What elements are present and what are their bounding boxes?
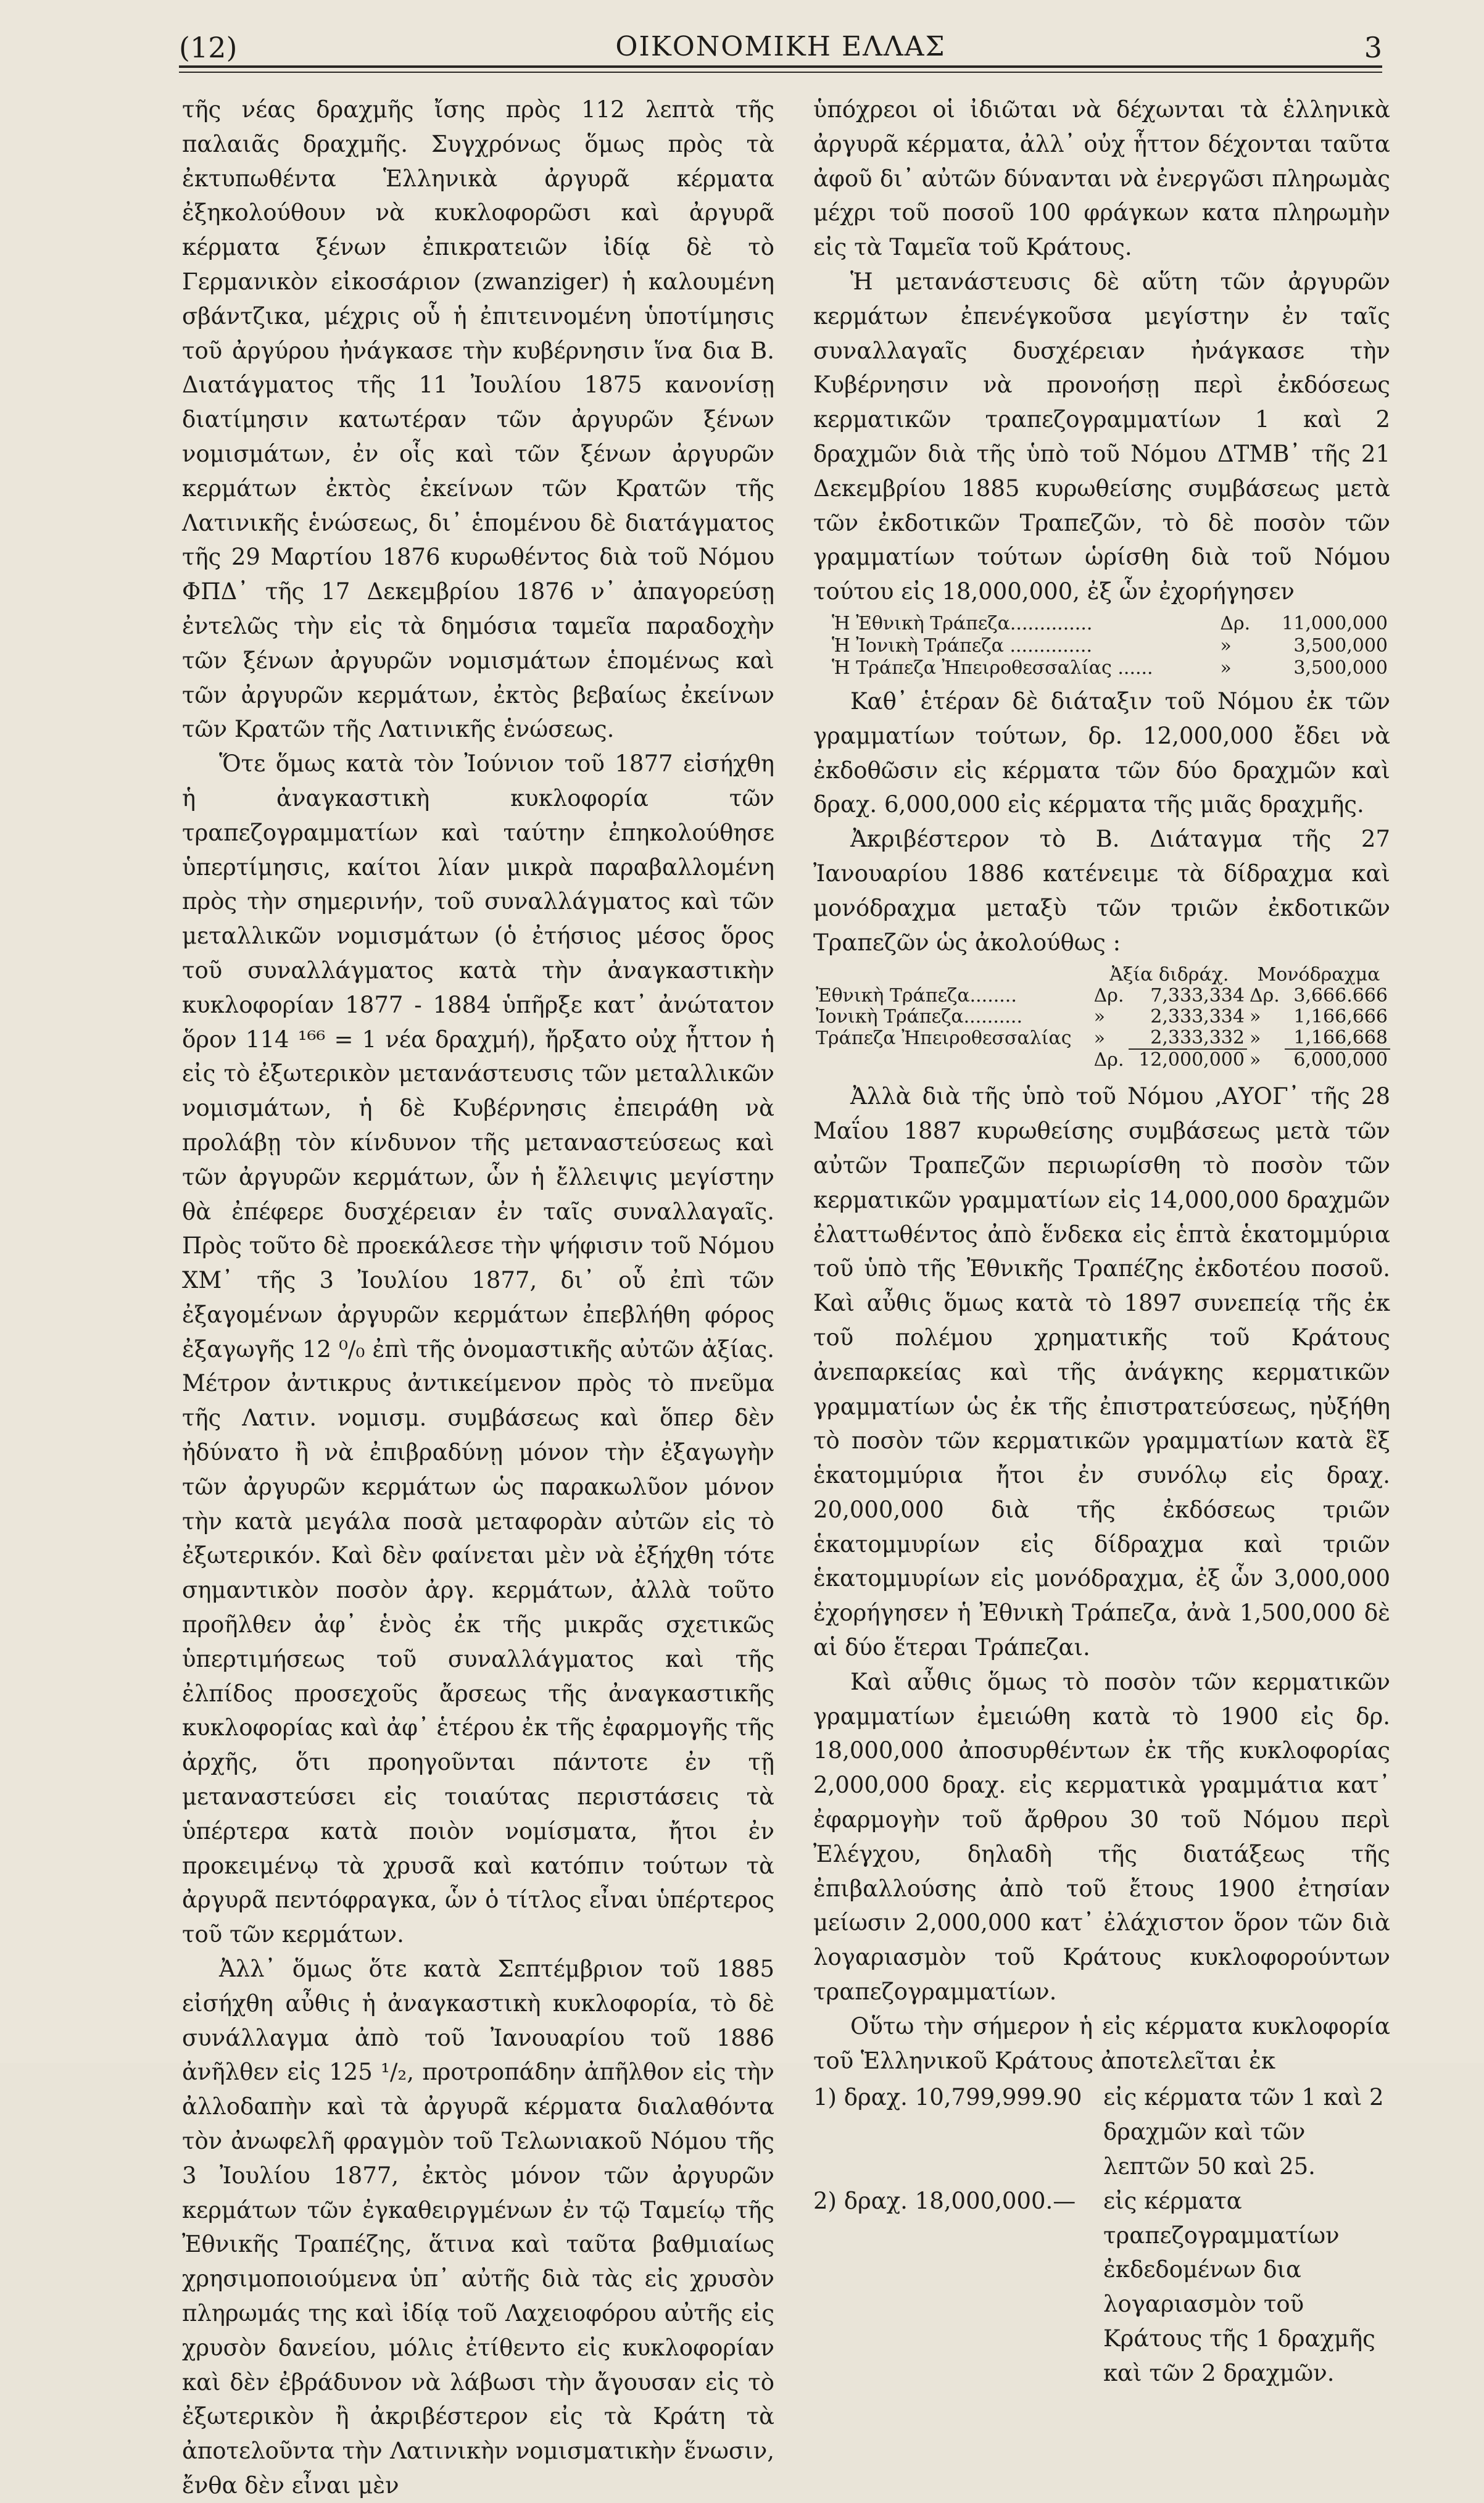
currency: » xyxy=(1249,1048,1261,1071)
monodrachma-total: 6,000,000 xyxy=(1293,1049,1388,1071)
didrachma-value: 2,333,334 xyxy=(1150,1006,1245,1028)
coin-split-table xyxy=(813,965,1390,1071)
table-row xyxy=(813,1027,1390,1049)
paragraph: ὑπόχρεοι οἱ ἰδιῶται νὰ δέχωνται τὰ ἑλληνικὰ ἀργυρᾶ κέρματα, ἀλλ᾽ οὐχ ἧττον δέχονται ταῦτα ἀφοῦ δι᾽ αὐτῶν δύνανται νὰ ἐνεργῶσι πληρωμὰς μέχρι τοῦ ποσοῦ 100 φράγκων κατα πληρωμὴν εἰς τὰ Ταμεῖα τοῦ Κράτους. xyxy=(813,96,1390,261)
didrachma-value: 2,333,332 xyxy=(1129,1027,1247,1049)
paragraph: Ἡ μετανάστευσις δὲ αὕτη τῶν ἀργυρῶν κερμάτων ἐπενέγκοῦσα μεγίστην ἐν ταῖς συναλλαγαῖς δυσχέρειαν ἠνάγκασε τὴν Κυβέρνησιν νὰ προνοήσῃ περὶ ἐκδόσεως κερματικῶν τραπεζογραμματίων 1 καὶ 2 δραχμῶν διὰ τῆς ὑπὸ τοῦ Νόμου ΔΤΜΒ᾽ τῆς 21 Δεκεμβρίου 1885 κυρωθείσης συμβάσεως μετὰ τῶν ἐκδοτικῶν Τραπεζῶν, τὸ δὲ ποσὸν τῶν γραμματίων τούτων ὡρίσθη διὰ τοῦ Νόμου τούτου εἰς 18,000,000, ἐξ ὧν ἐχορήγησεν xyxy=(813,268,1390,605)
currency: » xyxy=(1249,1006,1261,1028)
currency: Δρ. xyxy=(1220,612,1251,634)
currency: » xyxy=(1220,657,1232,679)
currency: » xyxy=(1220,634,1232,657)
paragraph: Καὶ αὖθις ὅμως τὸ ποσὸν τῶν κερματικῶν γραμματίων ἐμειώθη κατὰ τὸ 1900 εἰς δρ. 18,000,000 ἀποσυρθέντων ἐκ τῆς κυκλοφορίας 2,000,000 δραχ. εἰς κερματικὰ γραμμάτια κατ᾽ ἐφαρμογὴν τοῦ ἄρθρου 30 τοῦ Νόμου περὶ Ἐλέγχου, δηλαδὴ τῆς διατάξεως τῆς ἐπιβαλλούσης ἀπὸ τοῦ ἔτους 1900 ἐτησίαν μείωσιν 2,000,000 κατ᾽ ἐλάχιστον ὅρον τῶν διὰ λογαριασμὸν τοῦ Κράτους κυκλοφορούντων τραπεζογραμματίων. xyxy=(813,1668,1390,2006)
paragraph: Ἀλλὰ διὰ τῆς ὑπὸ τοῦ Νόμου ,ΑΥΟΓ᾽ τῆς 28 Μαΐου 1887 κυρωθείσης συμβάσεως μετὰ τῶν αὐτῶν Τραπεζῶν περιωρίσθη τὸ ποσὸν τῶν κερματικῶν γραμματίων εἰς 14,000,000 δραχμῶν ἐλαττωθέντος ἀπὸ ἕνδεκα εἰς ἑπτὰ ἑκατομμύρια τοῦ ὑπὸ τῆς Ἐθνικῆς Τραπέζης ἐκδοτέου ποσοῦ. Καὶ αὖθις ὅμως κατὰ τὸ 1897 συνεπείᾳ τῆς ἐκ τοῦ πολέμου χρηματικῆς τοῦ Κράτους ἀνεπαρκείας καὶ τῆς ἀνάγκης κερματικῶν γραμματίων ὡς ἐκ τῆς ἐπιστρατεύσεως, ηὐξήθη τὸ ποσὸν τῶν κερματικῶν γραμματίων κατὰ ἓξ ἑκατομμύρια ἤτοι ἐν συνόλῳ εἰς δραχ. 20,000,000 διὰ τῆς ἐκδόσεως τριῶν ἑκατομμυρίων εἰς δίδραχμα καὶ τριῶν ἑκατομμυρίων εἰς μονόδραχμα, ἐξ ὧν 3,000,000 ἐχορήγησεν ἡ Ἐθνικὴ Τράπεζα, ἀνὰ 1,500,000 δὲ αἱ δύο ἕτεραι Τράπεζαι. xyxy=(813,1083,1390,1661)
list-item-text: εἰς κέρματα τραπεζογραμματίων ἐκδεδομένων δια λογαριασμὸν τοῦ Κράτους τῆς 1 δραχμῆς καὶ τῶν 2 δραχμῶν. xyxy=(1103,2187,1375,2386)
page-number: 3 xyxy=(1364,31,1382,64)
bank-name: Ἐθνικὴ Τράπεζα........ xyxy=(816,985,1017,1007)
right-column xyxy=(813,93,1390,2391)
list-item-amount: 2) δραχ. 18,000,000.— xyxy=(813,2187,1076,2214)
column-header-didrachma: Ἀξία διδράχ. xyxy=(1109,964,1229,986)
list-item xyxy=(813,2184,1390,2391)
column-header-monodrachma: Μονόδραχμα xyxy=(1257,964,1380,986)
paragraph: Καθ᾽ ἑτέραν δὲ διάταξιν τοῦ Νόμου ἐκ τῶν γραμματίων τούτων, δρ. 12,000,000 ἔδει νὰ ἐκδοθῶσιν εἰς κέρματα τῶν δύο δραχμῶν καὶ δραχ. 6,000,000 εἰς κέρματα τῆς μιᾶς δραχμῆς. xyxy=(813,687,1390,818)
bank-name: Ἰονικὴ Τράπεζα.......... xyxy=(816,1006,1022,1028)
currency: » xyxy=(1093,1027,1105,1049)
amount: 3,500,000 xyxy=(1293,657,1388,679)
list-item xyxy=(813,2080,1390,2183)
allocation-table xyxy=(813,613,1390,679)
list-item-amount: 1) δραχ. 10,799,999.90 xyxy=(813,2084,1082,2111)
currency: Δρ. xyxy=(1093,985,1124,1007)
page-header xyxy=(179,23,1382,67)
amount: 3,500,000 xyxy=(1293,634,1388,657)
paragraph: Ἀκριβέστερον τὸ Β. Διάταγμα τῆς 27 Ἰανουαρίου 1886 κατένειμε τὰ δίδραχμα καὶ μονόδραχμα μεταξὺ τῶν τριῶν ἐκδοτικῶν Τραπεζῶν ὡς ἀκολούθως : xyxy=(813,826,1390,956)
currency: Δρ. xyxy=(1093,1048,1124,1071)
paragraph: Ἀλλ᾽ ὅμως ὅτε κατὰ Σεπτέμβριον τοῦ 1885 εἰσήχθη αὖθις ἡ ἀναγκαστικὴ κυκλοφορία, τὸ δὲ συνάλλαγμα ἀπὸ τοῦ Ἰανουαρίου τοῦ 1886 ἀνῆλθεν εἰς 125 ¹/₂, προτροπάδην ἀπῆλθον εἰς τὴν ἀλλοδαπὴν καὶ τὰ ἀργυρᾶ κέρματα διαλαθόντα τὸν ἀνωφελῆ φραγμὸν τοῦ Τελωνιακοῦ Νόμου τῆς 3 Ἰουλίου 1877, ἐκτὸς μόνον τῶν ἀργυρῶν κερμάτων τῶν ἐγκαθειργμένων ἐν τῷ Ταμείῳ τῆς Ἐθνικῆς Τραπέζης, ἅτινα καὶ ταῦτα βαθμιαίως χρησιμοποιούμενα ὑπ᾽ αὐτῆς διὰ τὰς εἰς χρυσὸν πληρωμάς της καὶ ἰδίᾳ τοῦ Λαχειοφόρου αὐτῆς εἰς χρυσὸν δανείου, μόλις ἐτίθεντο εἰς κυκλοφορίαν καὶ δὲν ἐβράδυνον νὰ λάβωσι τὴν ἄγουσαν εἰς τὸ ἐξωτερικὸν ἢ ἀκριβέστερον εἰς τὰ Κράτη τὰ ἀποτελοῦντα τὴν Λατινικὴν νομισματικὴν ἕνωσιν, ἔνθα δὲν εἶναι μὲν xyxy=(182,1956,774,2499)
header-rule xyxy=(179,65,1382,68)
table-row xyxy=(813,657,1390,679)
monodrachma-value: 3,666.666 xyxy=(1293,985,1388,1007)
bank-name: Ἡ Ἰονικὴ Τράπεζα .............. xyxy=(832,634,1092,657)
table-header-row xyxy=(813,965,1390,986)
paragraph: Ὅτε ὅμως κατὰ τὸν Ἰούνιον τοῦ 1877 εἰσήχθη ἡ ἀναγκαστικὴ κυκλοφορία τῶν τραπεζογραμματίων καὶ ταύτην ἐπηκολούθησε ὑπερτίμησις, καίτοι λίαν μικρὰ παραβαλλομένη πρὸς τὴν σημερινήν, τοῦ συναλλάγματος καὶ τῶν μεταλλικῶν νομισμάτων (ὁ ἐτήσιος μέσος ὅρος τοῦ συναλλάγματος κατὰ τὴν ἀναγκαστικὴν κυκλοφορίαν 1877 - 1884 ὑπῆρξε κατ᾽ ἀνώτατον ὅρον 114 ¹⁶⁶ = 1 νέα δραχμή), ἤρξατο οὐχ ἧττον ἡ εἰς τὸ ἐξωτερικὸν μετανάστευσις τῶν μεταλλικῶν νομισμάτων, ἡ δὲ Κυβέρνησις ἐπειράθη νὰ προλάβῃ τὸν κίνδυνον τῆς μεταναστεύσεως καὶ τῶν ἀργυρῶν κερμάτων, ὧν ἡ ἔλλειψις μεγίστην θὰ ἐπέφερε δυσχέρειαν ἐν ταῖς συναλλαγαῖς. Πρὸς τοῦτο δὲ προεκάλεσε τὴν ψήφισιν τοῦ Νόμου ΧΜ᾽ τῆς 3 Ἰουλίου 1877, δι᾽ οὗ ἐπὶ τῶν ἐξαγομένων ἀργυρῶν κερμάτων ἐπεβλήθη φόρος ἐξαγωγῆς 12 ⁰/₀ ἐπὶ τῆς ὀνομαστικῆς αὐτῶν ἀξίας. Μέτρον ἀντικρυς ἀντικείμενον πρὸς τὸ πνεῦμα τῆς Λατιν. νομισμ. συμβάσεως καὶ ὅπερ δὲν ἠδύνατο ἢ νὰ ἐπιβραδύνῃ μόνον τὴν ἐξαγωγὴν τῶν ἀργυρῶν κερμάτων ὡς παρακωλῦον μόνον τὴν κατὰ μεγάλα ποσὰ μεταφορὰν αὐτῶν εἰς τὸ ἐξωτερικόν. Καὶ δὲν φαίνεται μὲν νὰ ἐξήχθη τότε σημαντικὸν ποσὸν ἀργ. κερμάτων, ἀλλὰ τοῦτο προῆλθεν ἀφ᾽ ἑνὸς ἐκ τῆς μικρᾶς σχετικῶς ὑπερτιμήσεως τοῦ συναλλάγματος καὶ τῆς ἐλπίδος προσεχοῦς ἄρσεως τῆς ἀναγκαστικῆς κυκλοφορίας καὶ ἀφ᾽ ἑτέρου ἐκ τῆς ἐφαρμογῆς τῆς ἀρχῆς, ὅτι προηγοῦνται πάντοτε ἐν τῇ μεταναστεύσει εἰς τοιαύτας περιστάσεις τὰ ὑπέρτερα κατὰ ποιὸν νομίσματα, ἤτοι ἐν προκειμένῳ τὰ χρυσᾶ καὶ κατόπιν τούτων τὰ ἀργυρᾶ πεντόφραγκα, ὧν ὁ τίτλος εἶναι ὑπέρτερος τοῦ τῶν κερμάτων. xyxy=(182,750,774,1948)
didrachma-total: 12,000,000 xyxy=(1138,1049,1245,1071)
currency: » xyxy=(1093,1006,1105,1028)
amount: 11,000,000 xyxy=(1282,612,1388,634)
left-column xyxy=(182,93,774,2503)
monodrachma-value: 1,166,666 xyxy=(1293,1006,1388,1028)
header-rule-thin xyxy=(179,72,1382,73)
table-row xyxy=(813,635,1390,657)
paragraph: Οὕτω τὴν σήμερον ἡ εἰς κέρματα κυκλοφορία τοῦ Ἑλληνικοῦ Κράτους ἀποτελεῖται ἐκ xyxy=(813,2012,1390,2074)
list-item-text: εἰς κέρματα τῶν 1 καὶ 2 δραχμῶν καὶ τῶν λεπτῶν 50 καὶ 25. xyxy=(1103,2084,1384,2180)
currency: Δρ. xyxy=(1249,985,1280,1007)
bank-name: Τράπεζα Ἠπειροθεσσαλίας xyxy=(816,1027,1072,1049)
didrachma-value: 7,333,334 xyxy=(1150,985,1245,1007)
bank-name: Ἡ Τράπεζα Ἠπειροθεσσαλίας ...... xyxy=(832,657,1153,679)
table-row xyxy=(813,613,1390,635)
table-row xyxy=(813,1007,1390,1027)
table-row xyxy=(813,986,1390,1007)
journal-title: ΟΙΚΟΝΟΜΙΚΗ ΕΛΛΑΣ xyxy=(615,31,946,62)
monodrachma-value: 1,166,668 xyxy=(1285,1027,1390,1049)
circulation-list xyxy=(813,2080,1390,2390)
table-total-row xyxy=(813,1049,1390,1071)
bank-name: Ἡ Ἐθνικὴ Τράπεζα.............. xyxy=(832,612,1093,634)
currency: » xyxy=(1249,1027,1261,1049)
issue-number: (12) xyxy=(179,31,238,64)
paragraph: τῆς νέας δραχμῆς ἴσης πρὸς 112 λεπτὰ τῆς παλαιᾶς δραχμῆς. Συγχρόνως ὅμως πρὸς τὰ ἐκτυπωθέντα Ἑλληνικὰ ἀργυρᾶ κέρματα ἐξηκολούθουν νὰ κυκλοφορῶσι καὶ ἀργυρᾶ κέρματα ξένων ἐπικρατειῶν ἰδίᾳ δὲ τὸ Γερμανικὸν εἰκοσάριον (zwanziger) ἡ καλουμένη σβάντζικα, μέχρις οὗ ἡ ἐπιτεινομένη ὑποτίμησις τοῦ ἀργύρου ἠνάγκασε τὴν κυβέρνησιν ἵνα δια Β. Διατάγματος τῆς 11 Ἰουλίου 1875 κανονίσῃ διατίμησιν κατωτέραν τῶν ἀργυρῶν ξένων νομισμάτων, ἐν οἷς καὶ τῶν ξένων ἀργυρῶν κερμάτων ἐκτὸς ἐκείνων τῶν Κρατῶν τῆς Λατινικῆς ἑνώσεως, δι᾽ ἑπομένου δὲ διατάγματος τῆς 29 Μαρτίου 1876 κυρωθέντος διὰ τοῦ Νόμου ΦΠΔ᾽ τῆς 17 Δεκεμβρίου 1876 ν᾽ ἀπαγορεύσῃ ἐντελῶς τὴν εἰς τὰ δημόσια ταμεῖα παραδοχὴν τῶν ξένων ἀργυρῶν νομισμάτων ἑπομένως καὶ τῶν ἀργυρῶν κερμάτων, ἐκτὸς βεβαίως ἐκείνων τῶν Κρατῶν τῆς Λατινικῆς ἑνώσεως. xyxy=(182,96,774,743)
